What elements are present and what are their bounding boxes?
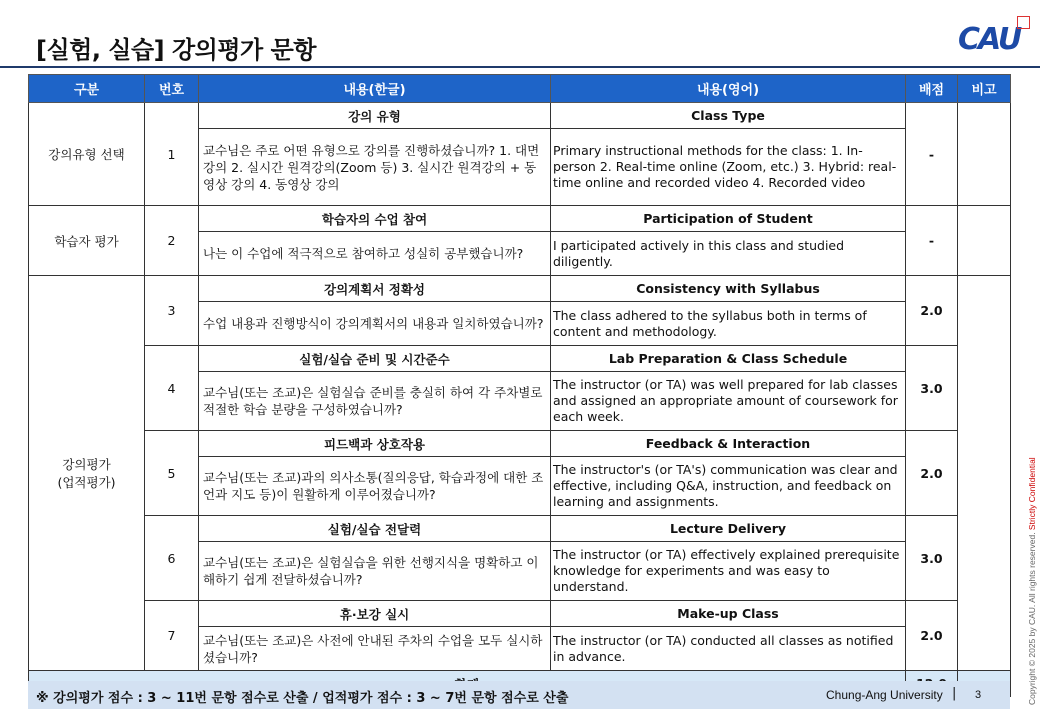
english-text: The instructor (or TA) effectively explained prerequisite knowledge for experiments and was easy to understand. <box>551 542 906 601</box>
english-title: Participation of Student <box>551 206 906 232</box>
korean-title: 학습자의 수업 참여 <box>199 206 551 232</box>
number-cell: 4 <box>145 346 199 431</box>
table-row <box>29 206 1011 232</box>
english-title: Make-up Class <box>551 601 906 627</box>
score-cell: - <box>906 103 958 206</box>
header-category: 구분 <box>29 75 145 103</box>
header-korean: 내용(한글) <box>199 75 551 103</box>
copyright-text: Copyright © 2025 by CAU. All rights reserved. <box>1027 532 1037 705</box>
korean-title: 강의 유형 <box>199 103 551 129</box>
table-row <box>29 601 1011 627</box>
korean-text: 수업 내용과 진행방식이 강의계획서의 내용과 일치하였습니까? <box>199 302 551 346</box>
evaluation-table <box>28 74 1011 697</box>
remarks-cell <box>958 206 1011 276</box>
footer-separator: | <box>952 686 957 701</box>
footer-university: Chung-Ang University <box>826 688 943 702</box>
korean-title: 실험/실습 전달력 <box>199 516 551 542</box>
english-title: Lab Preparation & Class Schedule <box>551 346 906 372</box>
english-text: Primary instructional methods for the class: 1. In-person 2. Real-time online (Zoom, etc.) 3. Hybrid: real-time online and recorded video 4. Recorded video <box>551 129 906 206</box>
table-row <box>29 346 1011 372</box>
page-number: 3 <box>975 689 982 701</box>
korean-text: 교수님(또는 조교)은 실험실습 준비를 충실히 하여 각 주차별로 적절한 학습 분량을 구성하였습니까? <box>199 372 551 431</box>
score-cell: - <box>906 206 958 276</box>
score-cell: 3.0 <box>906 516 958 601</box>
korean-text: 교수님(또는 조교)과의 의사소통(질의응답, 학습과정에 대한 조언과 지도 등)이 원활하게 이루어졌습니까? <box>199 457 551 516</box>
remarks-cell <box>958 103 1011 206</box>
korean-text: 교수님(또는 조교)은 사전에 안내된 주차의 수업을 모두 실시하셨습니까? <box>199 627 551 671</box>
logo-text: CAU <box>958 22 1021 57</box>
title-divider <box>0 66 1040 68</box>
korean-text: 교수님은 주로 어떤 유형으로 강의를 진행하셨습니까? 1. 대면강의 2. 실시간 원격강의(Zoom 등) 3. 실시간 원격강의 + 동영상 강의 4. 동영상 강의 <box>199 129 551 206</box>
korean-text: 나는 이 수업에 적극적으로 참여하고 성실히 공부했습니까? <box>199 232 551 276</box>
cau-logo <box>958 16 1032 60</box>
number-cell: 6 <box>145 516 199 601</box>
header-score: 배점 <box>906 75 958 103</box>
scoring-note: ※ 강의평가 점수 : 3 ~ 11번 문항 점수로 산출 / 업적평가 점수 : 3 ~ 7번 문항 점수로 산출 <box>36 691 569 706</box>
category-cell: 강의유형 선택 <box>29 103 145 206</box>
english-title: Class Type <box>551 103 906 129</box>
english-text: The instructor (or TA) conducted all classes as notified in advance. <box>551 627 906 671</box>
korean-title: 실험/실습 준비 및 시간준수 <box>199 346 551 372</box>
category-cell: 학습자 평가 <box>29 206 145 276</box>
english-text: The instructor's (or TA's) communication was clear and effective, including Q&A, instruction, and feedback on learning and assignments. <box>551 457 906 516</box>
english-title: Feedback & Interaction <box>551 431 906 457</box>
table-row <box>29 431 1011 457</box>
header-number: 번호 <box>145 75 199 103</box>
header-remarks: 비고 <box>958 75 1011 103</box>
table-row <box>29 103 1011 129</box>
korean-title: 휴·보강 실시 <box>199 601 551 627</box>
remarks-cell <box>958 276 1011 671</box>
english-title: Lecture Delivery <box>551 516 906 542</box>
english-text: I participated actively in this class and studied diligently. <box>551 232 906 276</box>
score-cell: 2.0 <box>906 276 958 346</box>
english-text: The instructor (or TA) was well prepared for lab classes and assigned an appropriate amount of coursework for each week. <box>551 372 906 431</box>
english-title: Consistency with Syllabus <box>551 276 906 302</box>
number-cell: 1 <box>145 103 199 206</box>
table-row <box>29 516 1011 542</box>
english-text: The class adhered to the syllabus both in terms of content and methodology. <box>551 302 906 346</box>
side-copyright <box>1027 457 1037 705</box>
table-header-row <box>29 75 1011 103</box>
korean-title: 피드백과 상호작용 <box>199 431 551 457</box>
korean-text: 교수님(또는 조교)은 실험실습을 위한 선행지식을 명확하고 이해하기 쉽게 전달하셨습니까? <box>199 542 551 601</box>
number-cell: 5 <box>145 431 199 516</box>
score-cell: 3.0 <box>906 346 958 431</box>
confidential-text: Strictly Confidential <box>1027 457 1037 531</box>
score-cell: 2.0 <box>906 431 958 516</box>
header-english: 내용(영어) <box>551 75 906 103</box>
number-cell: 7 <box>145 601 199 671</box>
logo-mark-icon <box>1017 16 1030 29</box>
korean-title: 강의계획서 정확성 <box>199 276 551 302</box>
category-cell: 강의평가 (업적평가) <box>29 276 145 671</box>
page-title: [실험, 실습] 강의평가 문항 <box>36 36 316 64</box>
number-cell: 2 <box>145 206 199 276</box>
number-cell: 3 <box>145 276 199 346</box>
table-row <box>29 276 1011 302</box>
score-cell: 2.0 <box>906 601 958 671</box>
